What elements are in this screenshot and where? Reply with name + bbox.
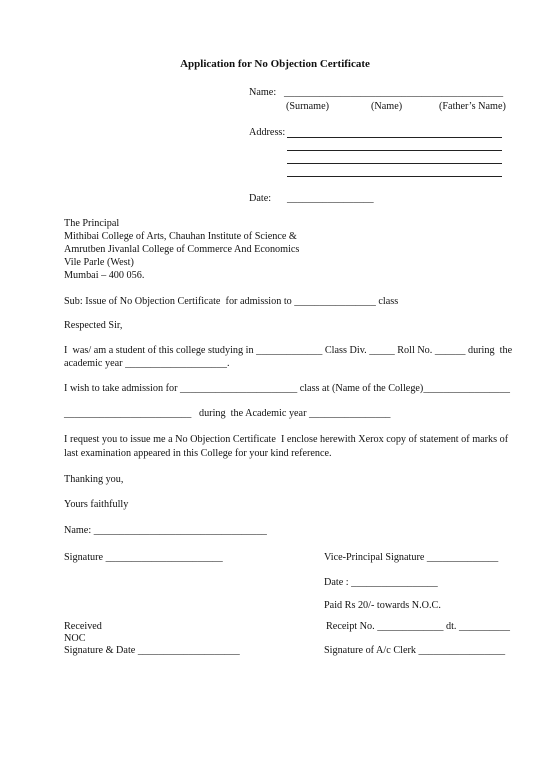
name-field[interactable]: Name: __________________________________: [64, 525, 267, 536]
date-line[interactable]: _________________: [287, 193, 374, 204]
date-label: Date:: [249, 193, 272, 204]
page-title: Application for No Objection Certificate: [180, 58, 370, 70]
para1-line2: academic year ____________________.: [64, 358, 230, 369]
vice-principal-signature-field[interactable]: Vice-Principal Signature ______________: [324, 552, 499, 563]
address-line-1[interactable]: [287, 137, 502, 138]
signature-field[interactable]: Signature _______________________: [64, 552, 223, 563]
para3-line1: I request you to issue me a No Objection Certificate I enclose herewith Xerox copy of statement of marks of: [64, 434, 509, 445]
received-label: Received: [64, 621, 102, 632]
subject-line: Sub: Issue of No Objection Certificate for admission to ________________ class: [64, 296, 399, 307]
noc-label: NOC: [64, 633, 86, 644]
address-line-3[interactable]: [287, 163, 502, 164]
address-line-4[interactable]: [287, 176, 502, 177]
recipient-line-4: Vile Parle (West): [64, 257, 134, 268]
para3-line2: last examination appeared in this College for your kind reference.: [64, 448, 332, 459]
salutation: Respected Sir,: [64, 320, 123, 331]
thanking-text: Thanking you,: [64, 474, 124, 485]
closing-text: Yours faithfully: [64, 499, 129, 510]
name-caption: (Name): [371, 101, 403, 112]
recipient-line-5: Mumbai – 400 056.: [64, 270, 145, 281]
paid-note: Paid Rs 20/- towards N.O.C.: [324, 600, 441, 611]
recipient-line-3: Amrutben Jivanlal College of Commerce And Economics: [64, 244, 300, 255]
father-name-caption: (Father’s Name): [439, 101, 506, 112]
para2-line2: _________________________ during the Academic year ________________: [64, 408, 391, 419]
name-line-text: ___________________________________________: [284, 87, 504, 98]
para1-line1: I was/ am a student of this college studying in _____________ Class Div. _____ Roll No. ______ during the: [64, 345, 513, 356]
recipient-line-2: Mithibai College of Arts, Chauhan Institute of Science &: [64, 231, 297, 242]
ac-clerk-signature-field[interactable]: Signature of A/c Clerk _________________: [324, 645, 506, 656]
address-line-2[interactable]: [287, 150, 502, 151]
para2-line1: I wish to take admission for _______________________ class at (Name of the College)_________________: [64, 383, 510, 394]
address-label: Address:: [249, 127, 286, 138]
receipt-field[interactable]: Receipt No. _____________ dt. __________: [326, 621, 510, 632]
name-label: Name:: [249, 87, 277, 98]
surname-caption: (Surname): [286, 101, 329, 112]
signature-date-field[interactable]: Signature & Date ____________________: [64, 645, 240, 656]
recipient-line-1: The Principal: [64, 218, 120, 229]
office-date-field[interactable]: Date : _________________: [324, 577, 438, 588]
